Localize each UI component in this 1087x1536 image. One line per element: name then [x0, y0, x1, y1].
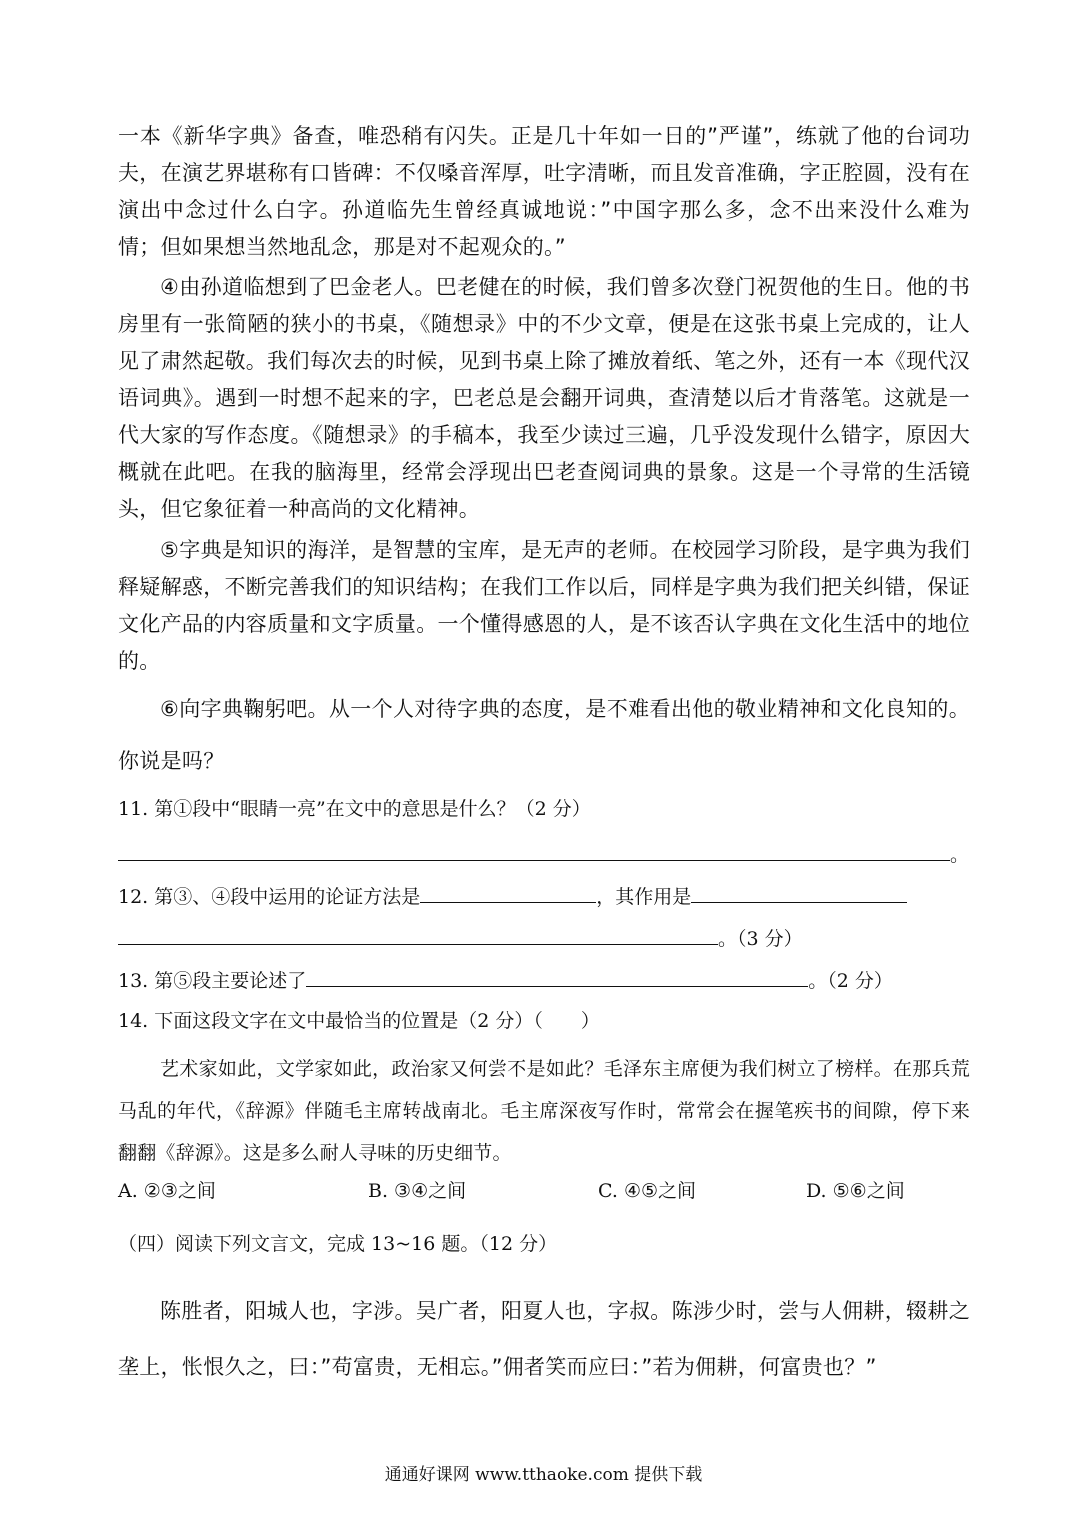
question-11-blank[interactable] [118, 838, 950, 861]
page-footer: 通通好课网 www.tthaoke.com 提供下载 [384, 1465, 703, 1485]
question-12-answer-line [118, 922, 978, 952]
section-4-heading-text: （四）阅读下列文言文，完成 13~16 题。（12 分） [118, 1233, 558, 1255]
question-12-end: 。（3 分） [718, 928, 803, 950]
paragraph-5: ⑤字典是知识的海洋，是智慧的宝库，是无声的老师。在校园学习阶段，是字典为我们释疑解惑，不断完善我们的知识结构；在我们工作以后，同样是字典为我们把关纠错，保证文化产品的内容质量和文字质量。一个懂得感恩的人，是不该否认字典在文化生活中的地位的。 [118, 538, 970, 673]
question-13-end: 。（2 分） [808, 970, 893, 992]
option-a[interactable]: A. ②③之间 [118, 1180, 216, 1202]
question-14 [118, 1006, 978, 1036]
question-13 [118, 964, 978, 994]
question-12 [118, 880, 978, 910]
paragraph-4: ④由孙道临想到了巴金老人。巴老健在的时候，我们曾多次登门祝贺他的生日。他的书房里有一张简陋的狭小的书桌，《随想录》中的不少文章，便是在这张书桌上完成的，让人见了肃然起敬。我们每次去的时候，见到书桌上除了摊放着纸、笔之外，还有一本《现代汉语词典》。遇到一时想不起来的字，巴老总是会翻开词典，查清楚以后才肯落笔。这就是一代大家的写作态度。《随想录》的手稿本，我至少读过三遍，几乎没发现什么错字，原因大概就在此吧。在我的脑海里，经常会浮现出巴老查阅词典的景象。这是一个寻常的生活镜头，但它象征着一种高尚的文化精神。 [118, 275, 970, 521]
question-11-end: 。 [950, 844, 970, 866]
paragraph-3-tail: 一本《新华字典》备查，唯恐稍有闪失。正是几十年如一日的”严谨”，练就了他的台词功夫，在演艺界堪称有口皆碑：不仅嗓音浑厚，吐字清晰，而且发音准确，字正腔圆，没有在演出中念过什么白字。孙道临先生曾经真诚地说：”中国字那么多，念不出来没什么难为情；但如果想当然地乱念，那是对不起观众的。” [118, 124, 970, 259]
paragraph-6: ⑥向字典鞠躬吧。从一个人对待字典的态度，是不难看出他的敬业精神和文化良知的。你说是吗？ [118, 697, 970, 773]
question-12-blank-effect-cont[interactable] [118, 922, 718, 945]
question-12-text-a: 12. 第③、④段中运用的论证方法是 [118, 886, 421, 908]
question-14-passage: 艺术家如此，文学家如此，政治家又何尝不是如此？毛泽东主席便为我们树立了榜样。在那兵荒马乱的年代，《辞源》伴随毛主席转战南北。毛主席深夜写作时，常常会在握笔疾书的间隙，停下来翻翻《辞源》。这是多么耐人寻味的历史细节。 [118, 1058, 970, 1164]
option-b[interactable]: B. ③④之间 [368, 1180, 467, 1202]
question-13-blank[interactable] [306, 964, 808, 987]
question-14-text: 14. 下面这段文字在文中最恰当的位置是（2 分）（ ） [118, 1010, 600, 1032]
classical-text-paragraph: 陈胜者，阳城人也，字涉。吴广者，阳夏人也，字叔。陈涉少时，尝与人佣耕，辍耕之垄上，怅恨久之，曰：”苟富贵，无相忘。”佣者笑而应曰：”若为佣耕，何富贵也？” [118, 1299, 970, 1379]
question-11-answer-line [118, 838, 978, 868]
question-12-blank-effect[interactable] [691, 880, 907, 903]
question-12-blank-method[interactable] [420, 880, 596, 903]
section-4-heading [118, 1229, 978, 1259]
question-14-options [118, 1176, 978, 1206]
question-11 [118, 794, 978, 824]
question-11-text: 11. 第①段中“眼睛一亮”在文中的意思是什么？（2 分） [118, 798, 591, 820]
question-13-text: 13. 第⑤段主要论述了 [118, 970, 307, 992]
question-12-text-b: ，其作用是 [596, 886, 692, 908]
option-c[interactable]: C. ④⑤之间 [598, 1180, 697, 1202]
option-d[interactable]: D. ⑤⑥之间 [806, 1180, 905, 1202]
